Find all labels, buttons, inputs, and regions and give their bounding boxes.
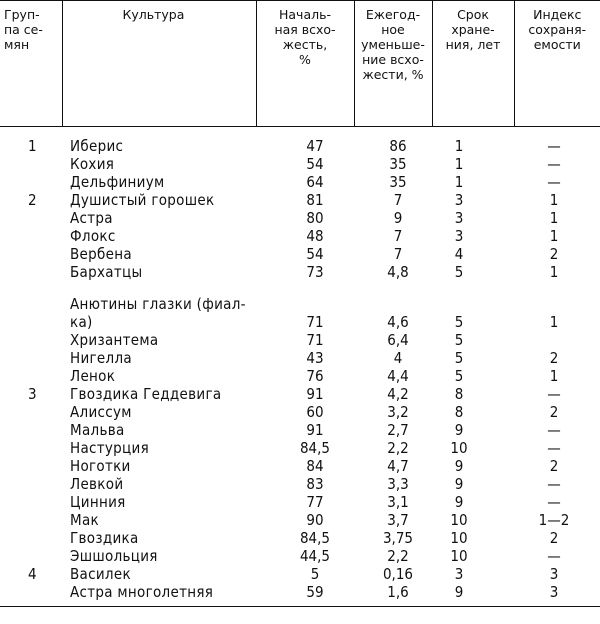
culture-cell: Ноготки: [70, 457, 131, 475]
culture-cell: Василек: [70, 565, 131, 583]
index-cell: —: [547, 155, 561, 173]
table-row: [0, 367, 600, 385]
group-cell: [0, 227, 62, 245]
storage-cell: 1: [454, 137, 464, 155]
decrease-cell: 3,3: [387, 475, 409, 493]
index-cell: 1: [549, 263, 559, 281]
germination-cell: 60: [306, 403, 324, 421]
index-cell: 1—2: [538, 511, 570, 529]
culture-cell: Дельфиниум: [70, 173, 165, 191]
storage-cell: 3: [454, 191, 464, 209]
storage-cell: 9: [454, 475, 464, 493]
storage-cell: 9: [454, 421, 464, 439]
table-row: [0, 385, 600, 403]
group-cell: [0, 313, 62, 331]
header-annual-decrease: Ежегод- ное уменьше- ние всхо- жести, %: [354, 1, 432, 127]
storage-cell: 10: [450, 511, 468, 529]
germination-cell: 73: [306, 263, 324, 281]
group-cell: [0, 403, 62, 421]
decrease-cell: 9: [393, 209, 403, 227]
header-culture: Культура: [62, 1, 256, 127]
table-body: [0, 127, 600, 602]
decrease-cell: [354, 295, 432, 313]
table-row: [0, 349, 600, 367]
germination-cell: 76: [306, 367, 324, 385]
germination-cell: 43: [306, 349, 324, 367]
germination-cell: 84,5: [299, 529, 331, 547]
table-row: [0, 209, 600, 227]
table-row: [0, 547, 600, 565]
culture-cell: Хризантема: [70, 331, 159, 349]
storage-cell: 9: [454, 583, 464, 601]
storage-cell: 5: [454, 263, 464, 281]
table-row: [0, 493, 600, 511]
table-row: [0, 313, 600, 331]
group-cell: [0, 475, 62, 493]
germination-cell: 81: [306, 191, 324, 209]
decrease-cell: 86: [389, 137, 407, 155]
decrease-cell: 35: [389, 173, 407, 191]
germination-cell: 59: [306, 583, 324, 601]
storage-cell: 9: [454, 493, 464, 511]
group-cell: [0, 349, 62, 367]
group-cell: [0, 547, 62, 565]
group-cell: [0, 511, 62, 529]
index-cell: 2: [549, 457, 559, 475]
germination-cell: 5: [310, 565, 320, 583]
culture-cell: Гвоздика: [70, 529, 139, 547]
germination-cell: 47: [306, 137, 324, 155]
index-cell: 2: [549, 403, 559, 421]
culture-cell: Эшшольция: [70, 547, 158, 565]
culture-cell: Цинния: [70, 493, 126, 511]
group-cell: [0, 493, 62, 511]
culture-cell: Анютины глазки (фиал-: [70, 295, 246, 313]
table-row: [0, 127, 600, 156]
index-cell: 3: [549, 565, 559, 583]
decrease-cell: 7: [393, 245, 403, 263]
table-row: [0, 155, 600, 173]
culture-cell: Мальва: [70, 421, 125, 439]
table-row: [0, 331, 600, 349]
decrease-cell: 3,7: [387, 511, 409, 529]
germination-cell: 84,5: [299, 439, 331, 457]
decrease-cell: 1,6: [387, 583, 409, 601]
storage-cell: 5: [454, 349, 464, 367]
table-row: [0, 529, 600, 547]
group-cell: [0, 263, 62, 281]
index-cell: 2: [549, 245, 559, 263]
table-row: [0, 191, 600, 209]
storage-cell: [432, 295, 514, 313]
storage-cell: 3: [454, 565, 464, 583]
germination-cell: 80: [306, 209, 324, 227]
table-row: [0, 403, 600, 421]
group-cell: 3: [28, 385, 37, 403]
storage-cell: 5: [454, 313, 464, 331]
decrease-cell: 3,2: [387, 403, 409, 421]
header-group: Груп- па се- мян: [0, 1, 62, 127]
culture-cell: ка): [70, 313, 93, 331]
index-cell: —: [547, 173, 561, 191]
index-cell: —: [547, 547, 561, 565]
decrease-cell: 6,4: [387, 331, 409, 349]
germination-cell: 54: [306, 245, 324, 263]
decrease-cell: 3,75: [382, 529, 414, 547]
decrease-cell: 4,6: [387, 313, 409, 331]
group-cell: 1: [28, 137, 37, 155]
decrease-cell: 0,16: [382, 565, 414, 583]
storage-cell: 4: [454, 245, 464, 263]
table-row: [0, 511, 600, 529]
germination-cell: 44,5: [299, 547, 331, 565]
index-cell: 2: [549, 349, 559, 367]
decrease-cell: 4,8: [387, 263, 409, 281]
culture-cell: Астра многолетняя: [70, 583, 214, 601]
header-preservation-index: Индекс сохраня- емости: [514, 1, 600, 127]
index-cell: 1: [549, 313, 559, 331]
index-cell: —: [547, 385, 561, 403]
table-row: [0, 295, 600, 313]
decrease-cell: 7: [393, 227, 403, 245]
index-cell: [514, 295, 600, 313]
index-cell: —: [547, 493, 561, 511]
decrease-cell: 4,4: [387, 367, 409, 385]
index-cell: 1: [549, 209, 559, 227]
germination-cell: 71: [306, 331, 324, 349]
index-cell: [514, 331, 600, 349]
decrease-cell: 3,1: [387, 493, 409, 511]
group-cell: [0, 529, 62, 547]
germination-cell: 84: [306, 457, 324, 475]
table-row: [0, 263, 600, 281]
storage-cell: 1: [454, 173, 464, 191]
table-row: [0, 421, 600, 439]
index-cell: 1: [549, 367, 559, 385]
decrease-cell: 2,2: [387, 547, 409, 565]
storage-cell: 5: [454, 331, 464, 349]
storage-cell: 9: [454, 457, 464, 475]
germination-cell: [256, 295, 354, 313]
culture-cell: Кохия: [70, 155, 115, 173]
culture-cell: Флокс: [70, 227, 116, 245]
germination-cell: 77: [306, 493, 324, 511]
germination-cell: 48: [306, 227, 324, 245]
index-cell: —: [547, 475, 561, 493]
index-cell: 3: [549, 583, 559, 601]
table-row: [0, 583, 600, 601]
table-row: [0, 245, 600, 263]
storage-cell: 3: [454, 209, 464, 227]
index-cell: 1: [549, 191, 559, 209]
culture-cell: Левкой: [70, 475, 124, 493]
culture-cell: Иберис: [70, 137, 124, 155]
table-row: [0, 439, 600, 457]
row-spacer: [0, 281, 600, 295]
index-cell: —: [547, 137, 561, 155]
germination-cell: 54: [306, 155, 324, 173]
decrease-cell: 4,2: [387, 385, 409, 403]
table-row: [0, 565, 600, 583]
germination-cell: 83: [306, 475, 324, 493]
group-cell: [0, 295, 62, 313]
bottom-rule: [0, 606, 600, 607]
culture-cell: Алиссум: [70, 403, 132, 421]
storage-cell: 3: [454, 227, 464, 245]
group-cell: [0, 439, 62, 457]
index-cell: 1: [549, 227, 559, 245]
storage-cell: 10: [450, 439, 468, 457]
germination-cell: 91: [306, 421, 324, 439]
group-cell: [0, 245, 62, 263]
decrease-cell: 4,7: [387, 457, 409, 475]
decrease-cell: 2,2: [387, 439, 409, 457]
group-cell: [0, 583, 62, 601]
index-cell: 2: [549, 529, 559, 547]
germination-cell: 91: [306, 385, 324, 403]
group-cell: [0, 367, 62, 385]
index-cell: —: [547, 439, 561, 457]
group-cell: 4: [28, 565, 37, 583]
decrease-cell: 35: [389, 155, 407, 173]
index-cell: —: [547, 421, 561, 439]
culture-cell: Настурция: [70, 439, 150, 457]
table-row: [0, 173, 600, 191]
culture-cell: Вербена: [70, 245, 132, 263]
culture-cell: Астра: [70, 209, 113, 227]
germination-cell: 71: [306, 313, 324, 331]
storage-cell: 5: [454, 367, 464, 385]
group-cell: [0, 457, 62, 475]
germination-cell: 90: [306, 511, 324, 529]
storage-cell: 8: [454, 403, 464, 421]
decrease-cell: 2,7: [387, 421, 409, 439]
storage-cell: 8: [454, 385, 464, 403]
header-initial-germination: Началь- ная вcхо- жесть, %: [256, 1, 354, 127]
storage-cell: 1: [454, 155, 464, 173]
header-storage-term: Срок хране- ния, лет: [432, 1, 514, 127]
group-cell: [0, 331, 62, 349]
table-row: [0, 227, 600, 245]
group-cell: [0, 173, 62, 191]
group-cell: 2: [28, 191, 37, 209]
storage-cell: 10: [450, 547, 468, 565]
table-row: [0, 475, 600, 493]
group-cell: [0, 209, 62, 227]
decrease-cell: 7: [393, 191, 403, 209]
culture-cell: Нигелла: [70, 349, 132, 367]
decrease-cell: 4: [393, 349, 403, 367]
group-cell: [0, 421, 62, 439]
culture-cell: Ленок: [70, 367, 116, 385]
culture-cell: Бархатцы: [70, 263, 143, 281]
germination-cell: 64: [306, 173, 324, 191]
culture-cell: Гвоздика Геддевига: [70, 385, 222, 403]
group-cell: [0, 155, 62, 173]
table-row: [0, 457, 600, 475]
storage-cell: 10: [450, 529, 468, 547]
culture-cell: Мак: [70, 511, 99, 529]
culture-cell: Душистый горошек: [70, 191, 215, 209]
header-row: [0, 1, 600, 127]
